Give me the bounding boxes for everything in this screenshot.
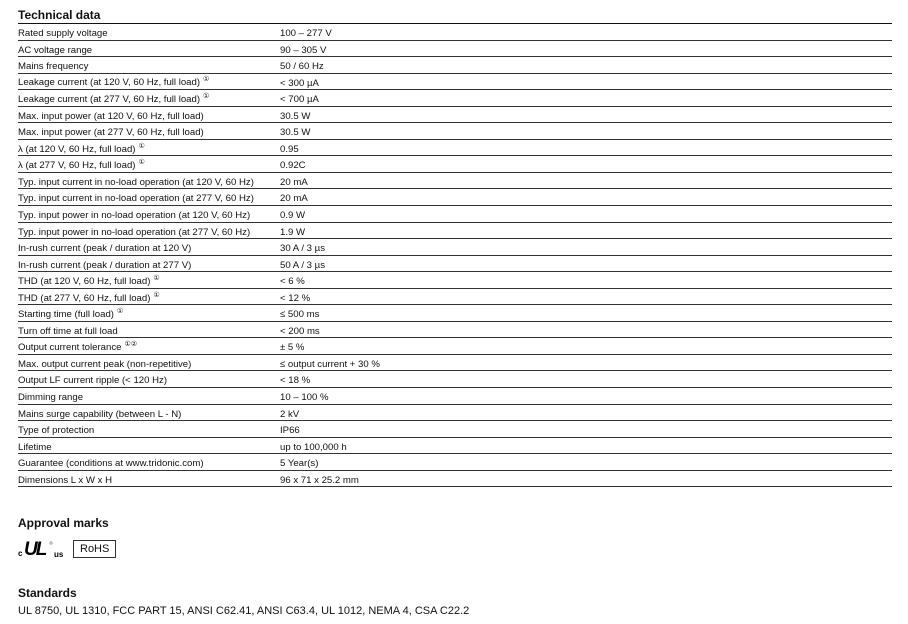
standards-title: Standards xyxy=(18,586,77,600)
spec-value: 50 A / 3 µs xyxy=(280,259,325,271)
spec-value: 96 x 71 x 25.2 mm xyxy=(280,474,359,486)
spec-label-text: Max. input power (at 277 V, 60 Hz, full load) xyxy=(18,127,204,139)
spec-label xyxy=(18,211,250,221)
spec-label xyxy=(18,292,160,304)
spec-label-text: λ (at 277 V, 60 Hz, full load) xyxy=(18,160,136,172)
spec-label xyxy=(18,393,83,403)
spec-row xyxy=(18,57,892,74)
spec-value: 90 – 305 V xyxy=(280,44,327,56)
footnote-marker: ① xyxy=(138,142,145,150)
footnote-marker: ①② xyxy=(124,341,138,349)
spec-row xyxy=(18,140,892,157)
spec-row xyxy=(18,371,892,388)
footnote-marker: ① xyxy=(138,159,145,167)
spec-value: < 18 % xyxy=(280,375,311,387)
spec-row xyxy=(18,388,892,405)
spec-value: 5 Year(s) xyxy=(280,458,319,470)
spec-label-text: Lifetime xyxy=(18,441,52,453)
spec-row xyxy=(18,74,892,91)
spec-value: < 12 % xyxy=(280,292,311,304)
spec-label xyxy=(18,228,250,238)
spec-label-text: In-rush current (peak / duration at 120 V) xyxy=(18,243,192,255)
spec-row xyxy=(18,355,892,372)
spec-row xyxy=(18,421,892,438)
spec-row xyxy=(18,338,892,355)
spec-label-text: Mains surge capability (between L - N) xyxy=(18,408,182,420)
spec-label xyxy=(18,341,137,353)
spec-label-text: Typ. input power in no-load operation (at 120 V, 60 Hz) xyxy=(18,209,251,221)
spec-label xyxy=(18,308,123,320)
spec-row xyxy=(18,305,892,322)
spec-label xyxy=(18,275,160,287)
svg-text:us: us xyxy=(54,550,64,559)
spec-label xyxy=(18,62,88,72)
spec-row xyxy=(18,272,892,289)
spec-label xyxy=(18,29,108,39)
spec-label-text: Starting time (full load) xyxy=(18,309,114,321)
spec-label-text: In-rush current (peak / duration at 277 V) xyxy=(18,259,192,271)
spec-row xyxy=(18,41,892,58)
spec-label-text: λ (at 120 V, 60 Hz, full load) xyxy=(18,143,136,155)
spec-label-text: Leakage current (at 120 V, 60 Hz, full load) xyxy=(18,77,201,89)
spec-label-text: Leakage current (at 277 V, 60 Hz, full load) xyxy=(18,94,201,106)
spec-row xyxy=(18,289,892,306)
spec-value: 30 A / 3 µs xyxy=(280,243,325,255)
spec-row xyxy=(18,206,892,223)
spec-label xyxy=(18,112,204,122)
spec-row xyxy=(18,239,892,256)
spec-label-text: Output LF current ripple (< 120 Hz) xyxy=(18,375,168,387)
spec-row xyxy=(18,24,892,41)
spec-row xyxy=(18,156,892,173)
spec-label-text: Guarantee (conditions at www.tridonic.com) xyxy=(18,458,204,470)
footnote-marker: ① xyxy=(153,291,160,299)
spec-row xyxy=(18,405,892,422)
spec-value: 20 mA xyxy=(280,176,308,188)
technical-data-title: Technical data xyxy=(18,8,101,22)
spec-row xyxy=(18,454,892,471)
spec-row xyxy=(18,123,892,140)
spec-value: 20 mA xyxy=(280,193,308,205)
spec-row xyxy=(18,256,892,273)
spec-label xyxy=(18,46,92,56)
spec-label-text: Rated supply voltage xyxy=(18,27,108,39)
spec-label xyxy=(18,93,209,105)
spec-label xyxy=(18,143,145,155)
spec-row xyxy=(18,189,892,206)
spec-label xyxy=(18,476,112,486)
spec-label xyxy=(18,410,181,420)
spec-label-text: Typ. input power in no-load operation (at 277 V, 60 Hz) xyxy=(18,226,251,238)
spec-label xyxy=(18,426,94,436)
footnote-marker: ① xyxy=(116,308,124,316)
spec-label-text: Dimming range xyxy=(18,391,84,403)
spec-label xyxy=(18,194,254,204)
spec-label xyxy=(18,443,52,453)
footnote-marker: ① xyxy=(203,76,210,84)
rohs-badge: RoHS xyxy=(73,540,116,558)
spec-label xyxy=(18,459,204,469)
standards-list: UL 8750, UL 1310, FCC PART 15, ANSI C62.41, ANSI C63.4, UL 1012, NEMA 4, CSA C22.2 xyxy=(18,605,470,617)
spec-row xyxy=(18,322,892,339)
spec-value: < 700 µA xyxy=(280,94,319,106)
spec-label xyxy=(18,178,254,188)
svg-text:c: c xyxy=(18,549,23,558)
spec-label xyxy=(18,76,209,88)
spec-label-text: Output current tolerance xyxy=(18,342,122,354)
spec-row xyxy=(18,173,892,190)
spec-value: ± 5 % xyxy=(280,342,305,354)
ul-listed-mark-icon xyxy=(18,539,70,559)
svg-text:UL: UL xyxy=(24,539,46,559)
spec-label-text: Max. input power (at 120 V, 60 Hz, full load) xyxy=(18,110,204,122)
spec-value: < 300 µA xyxy=(280,77,319,89)
spec-label-text: Max. output current peak (non-repetitive) xyxy=(18,358,192,370)
spec-row xyxy=(18,90,892,107)
spec-label-text: THD (at 277 V, 60 Hz, full load) xyxy=(18,292,151,304)
spec-value: 30.5 W xyxy=(280,110,311,122)
spec-value: 2 kV xyxy=(280,408,300,420)
spec-label xyxy=(18,360,191,370)
spec-label xyxy=(18,159,145,171)
spec-value: 0.9 W xyxy=(280,209,306,221)
spec-label-text: Turn off time at full load xyxy=(18,325,118,337)
spec-value: 50 / 60 Hz xyxy=(280,61,324,73)
spec-value: 1.9 W xyxy=(280,226,306,238)
spec-value: 0.95 xyxy=(280,143,299,155)
spec-label-text: Typ. input current in no-load operation (at 120 V, 60 Hz) xyxy=(18,176,254,188)
spec-label xyxy=(18,128,204,138)
spec-value: 30.5 W xyxy=(280,127,311,139)
spec-value: ≤ 500 ms xyxy=(280,309,320,321)
spec-label xyxy=(18,261,191,271)
spec-value: 10 – 100 % xyxy=(280,391,329,403)
spec-label-text: AC voltage range xyxy=(18,44,93,56)
spec-value: IP66 xyxy=(280,425,300,437)
spec-row xyxy=(18,438,892,455)
spec-label xyxy=(18,244,191,254)
spec-value: < 200 ms xyxy=(280,325,320,337)
approval-marks-title: Approval marks xyxy=(18,516,109,530)
spec-value: 0.92C xyxy=(280,160,306,172)
spec-row xyxy=(18,471,892,488)
spec-value: < 6 % xyxy=(280,276,305,288)
spec-label-text: Dimensions L x W x H xyxy=(18,474,113,486)
footnote-marker: ① xyxy=(203,92,210,100)
spec-row xyxy=(18,223,892,240)
spec-label-text: Typ. input current in no-load operation (at 277 V, 60 Hz) xyxy=(18,193,254,205)
spec-row xyxy=(18,107,892,124)
spec-label-text: THD (at 120 V, 60 Hz, full load) xyxy=(18,276,151,288)
spec-value: 100 – 277 V xyxy=(280,27,332,39)
spec-label-text: Type of protection xyxy=(18,425,95,437)
spec-label-text: Mains frequency xyxy=(18,61,89,73)
spec-label xyxy=(18,327,118,337)
footnote-marker: ① xyxy=(153,274,160,282)
spec-value: ≤ output current + 30 % xyxy=(280,358,380,370)
spec-value: up to 100,000 h xyxy=(280,441,347,453)
spec-label xyxy=(18,376,167,386)
spec-table xyxy=(18,24,892,487)
